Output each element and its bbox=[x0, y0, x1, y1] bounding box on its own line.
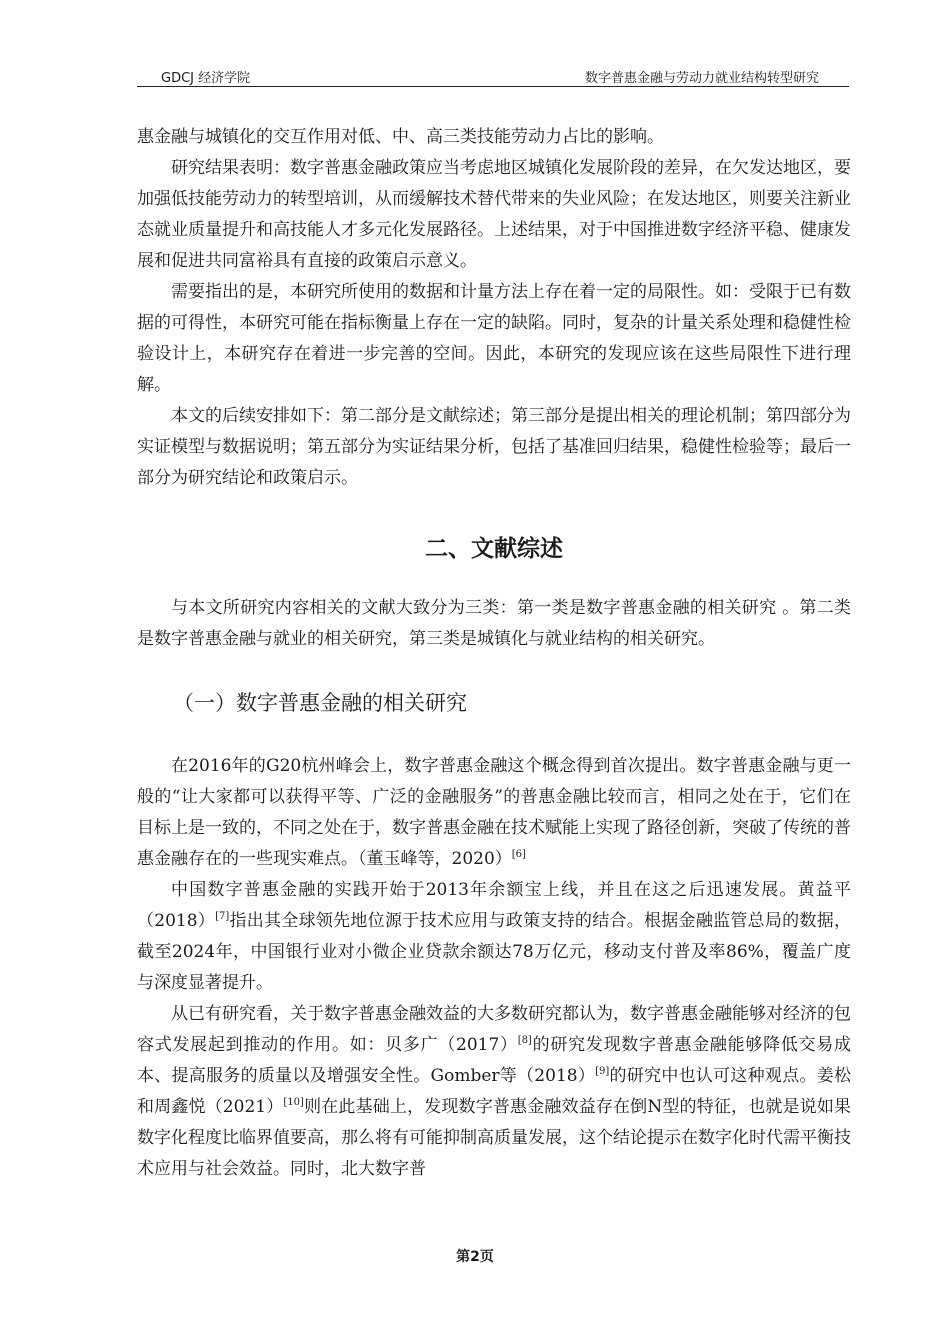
paragraph-continued: 惠金融与城镇化的交互作用对低、中、高三类技能劳动力占比的影响。 bbox=[137, 127, 664, 147]
paragraph-results: 研究结果表明：数字普惠金融政策应当考虑地区城镇化发展阶段的差异，在欠发达地区，要加强低技能劳动力的转型培训，从而缓解技术替代带来的失业风险；在发达地区，则要关注新业态就业质量提升和高技能人才多元化发展路径。上述结果，对于中国推进数字经济平稳、健康发展和促进共同富裕具有直接的政策启示意义。 bbox=[137, 158, 851, 271]
citation: [9] bbox=[595, 1066, 610, 1077]
citation: [6] bbox=[511, 849, 526, 860]
citation: [8] bbox=[517, 1035, 532, 1046]
paragraph-yuebao bbox=[137, 875, 851, 999]
paragraph-g20 bbox=[137, 751, 851, 875]
citation: [10] bbox=[283, 1097, 304, 1108]
paragraph-text: 的研究发现数字普惠金融能够降低交易成本、提高服务的质量以及增强安全性。Gomber等（2018） bbox=[137, 1035, 852, 1086]
page-header bbox=[137, 66, 849, 87]
paragraph-text: 的研究中也认可这种观点。姜松和周鑫悦（2021） bbox=[137, 1066, 851, 1117]
paragraph-text: 在2016年的G20杭州峰会上，数字普惠金融这个概念得到首次提出。数字普惠金融与更一般的“让大家都可以获得平等、广泛的金融服务”的普惠金融比较而言，相同之处在于，它们在目标上是一致的，不同之处在于，数字普惠金融在技术赋能上实现了路径创新，突破了传统的普惠金融存在的一些现实难点。（董玉峰等，2020） bbox=[137, 756, 851, 869]
page-number: 第2页 bbox=[456, 1249, 494, 1265]
header-right: 数字普惠金融与劳动力就业结构转型研究 bbox=[584, 71, 819, 86]
paragraph-text: 指出其全球领先地位源于技术应用与政策支持的结合。根据金融监管总局的数据，截至2024年，中国银行业对小微企业贷款余额达78万亿元，移动支付普及率86%，覆盖广度与深度显著提升。 bbox=[137, 911, 851, 993]
paragraph-limitations: 需要指出的是，本研究所使用的数据和计量方法上存在着一定的局限性。如：受限于已有数据的可得性，本研究可能在指标衡量上存在一定的缺陷。同时，复杂的计量关系处理和稳健性检验设计上，本研究存在着进一步完善的空间。因此，本研究的发现应该在这些局限性下进行理解。 bbox=[137, 282, 851, 395]
paragraph-text: 中国数字普惠金融的实践开始于2013年余额宝上线，并且在这之后迅速发展。黄益平（2018） bbox=[137, 880, 851, 931]
section-title: 二、文献综述 bbox=[425, 536, 563, 562]
paragraph-text: 从已有研究看，关于数字普惠金融效益的大多数研究都认为，数字普惠金融能够对经济的包容式发展起到推动的作用。如：贝多广（2017） bbox=[137, 1004, 851, 1055]
paragraph-text: 则在此基础上，发现数字普惠金融效益存在倒N型的特征，也就是说如果数字化程度比临界值要高，那么将有可能抑制高质量发展，这个结论提示在数字化时代需平衡技术应用与社会效益。同时，北大数字普 bbox=[137, 1097, 852, 1179]
header-left: GDCJ 经济学院 bbox=[161, 71, 251, 86]
paragraph-lit-overview: 与本文所研究内容相关的文献大致分为三类：第一类是数字普惠金融的相关研究 。第二类是数字普惠金融与就业的相关研究，第三类是城镇化与就业结构的相关研究。 bbox=[137, 598, 851, 649]
subsection-title: （一）数字普惠金融的相关研究 bbox=[173, 691, 467, 715]
page-body bbox=[137, 126, 851, 1185]
citation: [7] bbox=[215, 911, 230, 922]
paragraph-benefits bbox=[137, 999, 851, 1185]
paragraph-structure: 本文的后续安排如下：第二部分是文献综述；第三部分是提出相关的理论机制；第四部分为实证模型与数据说明；第五部分为实证结果分析，包括了基准回归结果，稳健性检验等；最后一部分为研究结论和政策启示。 bbox=[137, 406, 851, 488]
